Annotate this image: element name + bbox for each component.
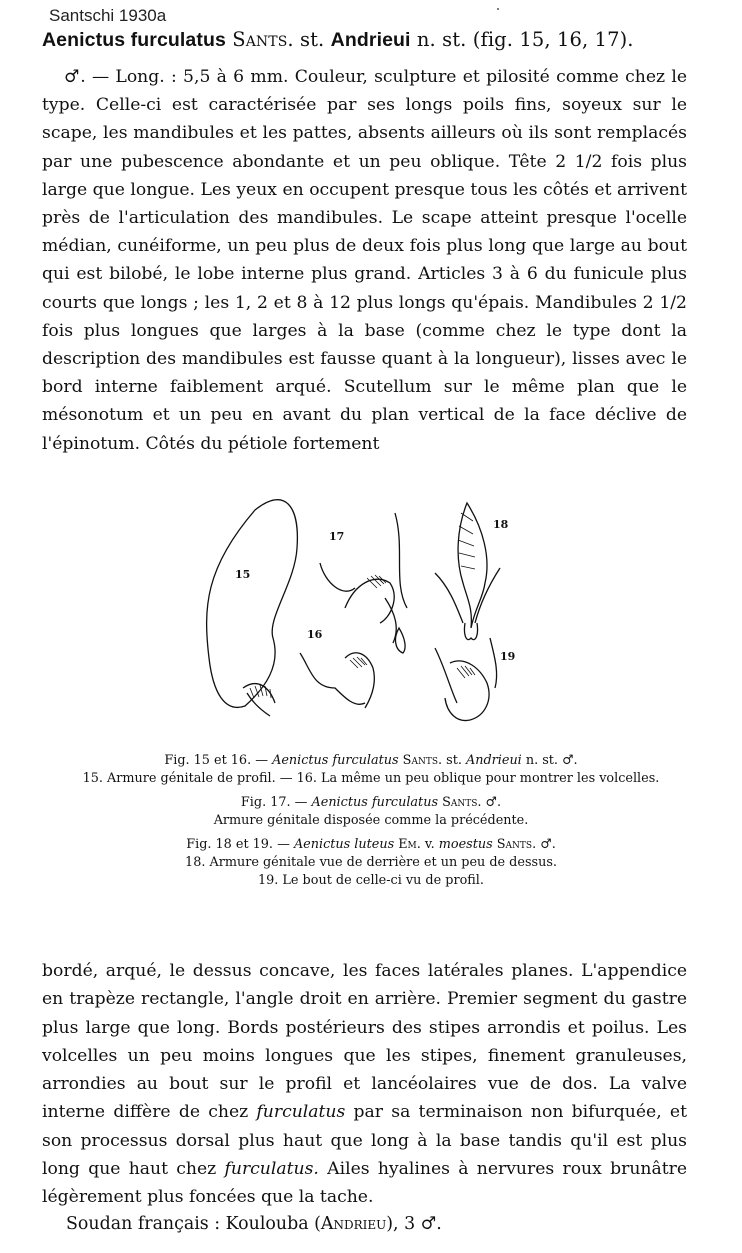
- caption-fig-17: Fig. 17. — Aenictus furculatus Sants. ♂.: [240, 795, 502, 810]
- caption-fig-17-detail: Armure génitale disposée comme la précédente.: [213, 813, 529, 828]
- header-note: Santschi 1930a: [49, 6, 167, 25]
- fig-label-19: 19: [500, 650, 516, 663]
- caption-fig-15-16-detail: 15. Armure génitale de profil. — 16. La même un peu oblique pour montrer les volcelles.: [82, 771, 660, 786]
- figure-captions: [0, 752, 742, 890]
- fig-label-17: 17: [329, 530, 345, 543]
- new-status: n. st.: [416, 28, 467, 51]
- caption-fig-19-detail: 19. Le bout de celle-ci vu de profil.: [258, 873, 484, 888]
- species-author: Sants.: [232, 28, 294, 51]
- genitalia-figure: [195, 488, 555, 738]
- stray-mark: [497, 8, 499, 10]
- species-name: Aenictus furculatus: [42, 29, 226, 51]
- locality-line: Soudan français : Koulouba (Andrieu), 3 ♂.: [66, 1214, 442, 1234]
- description-paragraph: ♂. — Long. : 5,5 à 6 mm. Couleur, sculpture et pilosité comme chez le type. Celle-ci est caractérisée par ses longs poils fins, soyeux sur le scape, les mandibules et les pattes, absents ailleurs où ils sont remplacés par une pubescence abondante et un peu oblique. Tête 2 1/2 fois plus large que longue. Les yeux en occupent presque tous les côtés et arrivent près de l'articulation des mandibules. Le scape atteint presque l'ocelle médian, cunéiforme, un peu plus de deux fois plus long que large au bout qui est bilobé, le lobe interne plus grand. Articles 3 à 6 du funicule plus courts que longs ; les 1, 2 et 8 à 12 plus longs qu'épais. Mandibules 2 1/2 fois plus longues que larges à la base (comme chez le type dont la description des mandibules est fausse quant à la longueur), lisses avec le bord interne faiblement arqué. Scutellum sur le même plan que le mésonotum et un peu en avant du plan vertical de la face déclive de l'épinotum. Côtés du pétiole fortement: [42, 67, 687, 454]
- caption-fig-15-16: Fig. 15 et 16. — Aenictus furculatus Sants. st. Andrieui n. st. ♂.: [164, 753, 578, 768]
- caption-fig-18-detail: 18. Armure génitale vue de derrière et un peu de dessus.: [185, 855, 557, 870]
- subspecies-name: Andrieui: [330, 29, 411, 51]
- rank-st: st.: [300, 28, 325, 51]
- figure-reference: (fig. 15, 16, 17).: [472, 28, 634, 51]
- description-continuation: bordé, arqué, le dessus concave, les faces latérales planes. L'appendice en trapèze rectangle, l'angle droit en arrière. Premier segment du gastre plus large que long. Bords postérieurs des stipes arrondis et poilus. Les volcelles un peu moins longues que les stipes, finement granuleuses, arrondies au bout sur le profil et lancéolaires vue de dos. La valve interne diffère de chez furculatus par sa terminaison non bifurquée, et son processus dorsal plus haut que long à la base tandis qu'il est plus long que haut chez furculatus. Ailes hyalines à nervures roux brunâtre légèrement plus foncées que la tache.: [42, 961, 687, 1208]
- fig-label-18: 18: [493, 518, 509, 531]
- fig-label-16: 16: [307, 628, 323, 641]
- species-heading: [42, 28, 692, 52]
- caption-fig-18-19: Fig. 18 et 19. — Aenictus luteus Em. v. moestus Sants. ♂.: [186, 837, 556, 852]
- fig-label-15: 15: [235, 568, 251, 581]
